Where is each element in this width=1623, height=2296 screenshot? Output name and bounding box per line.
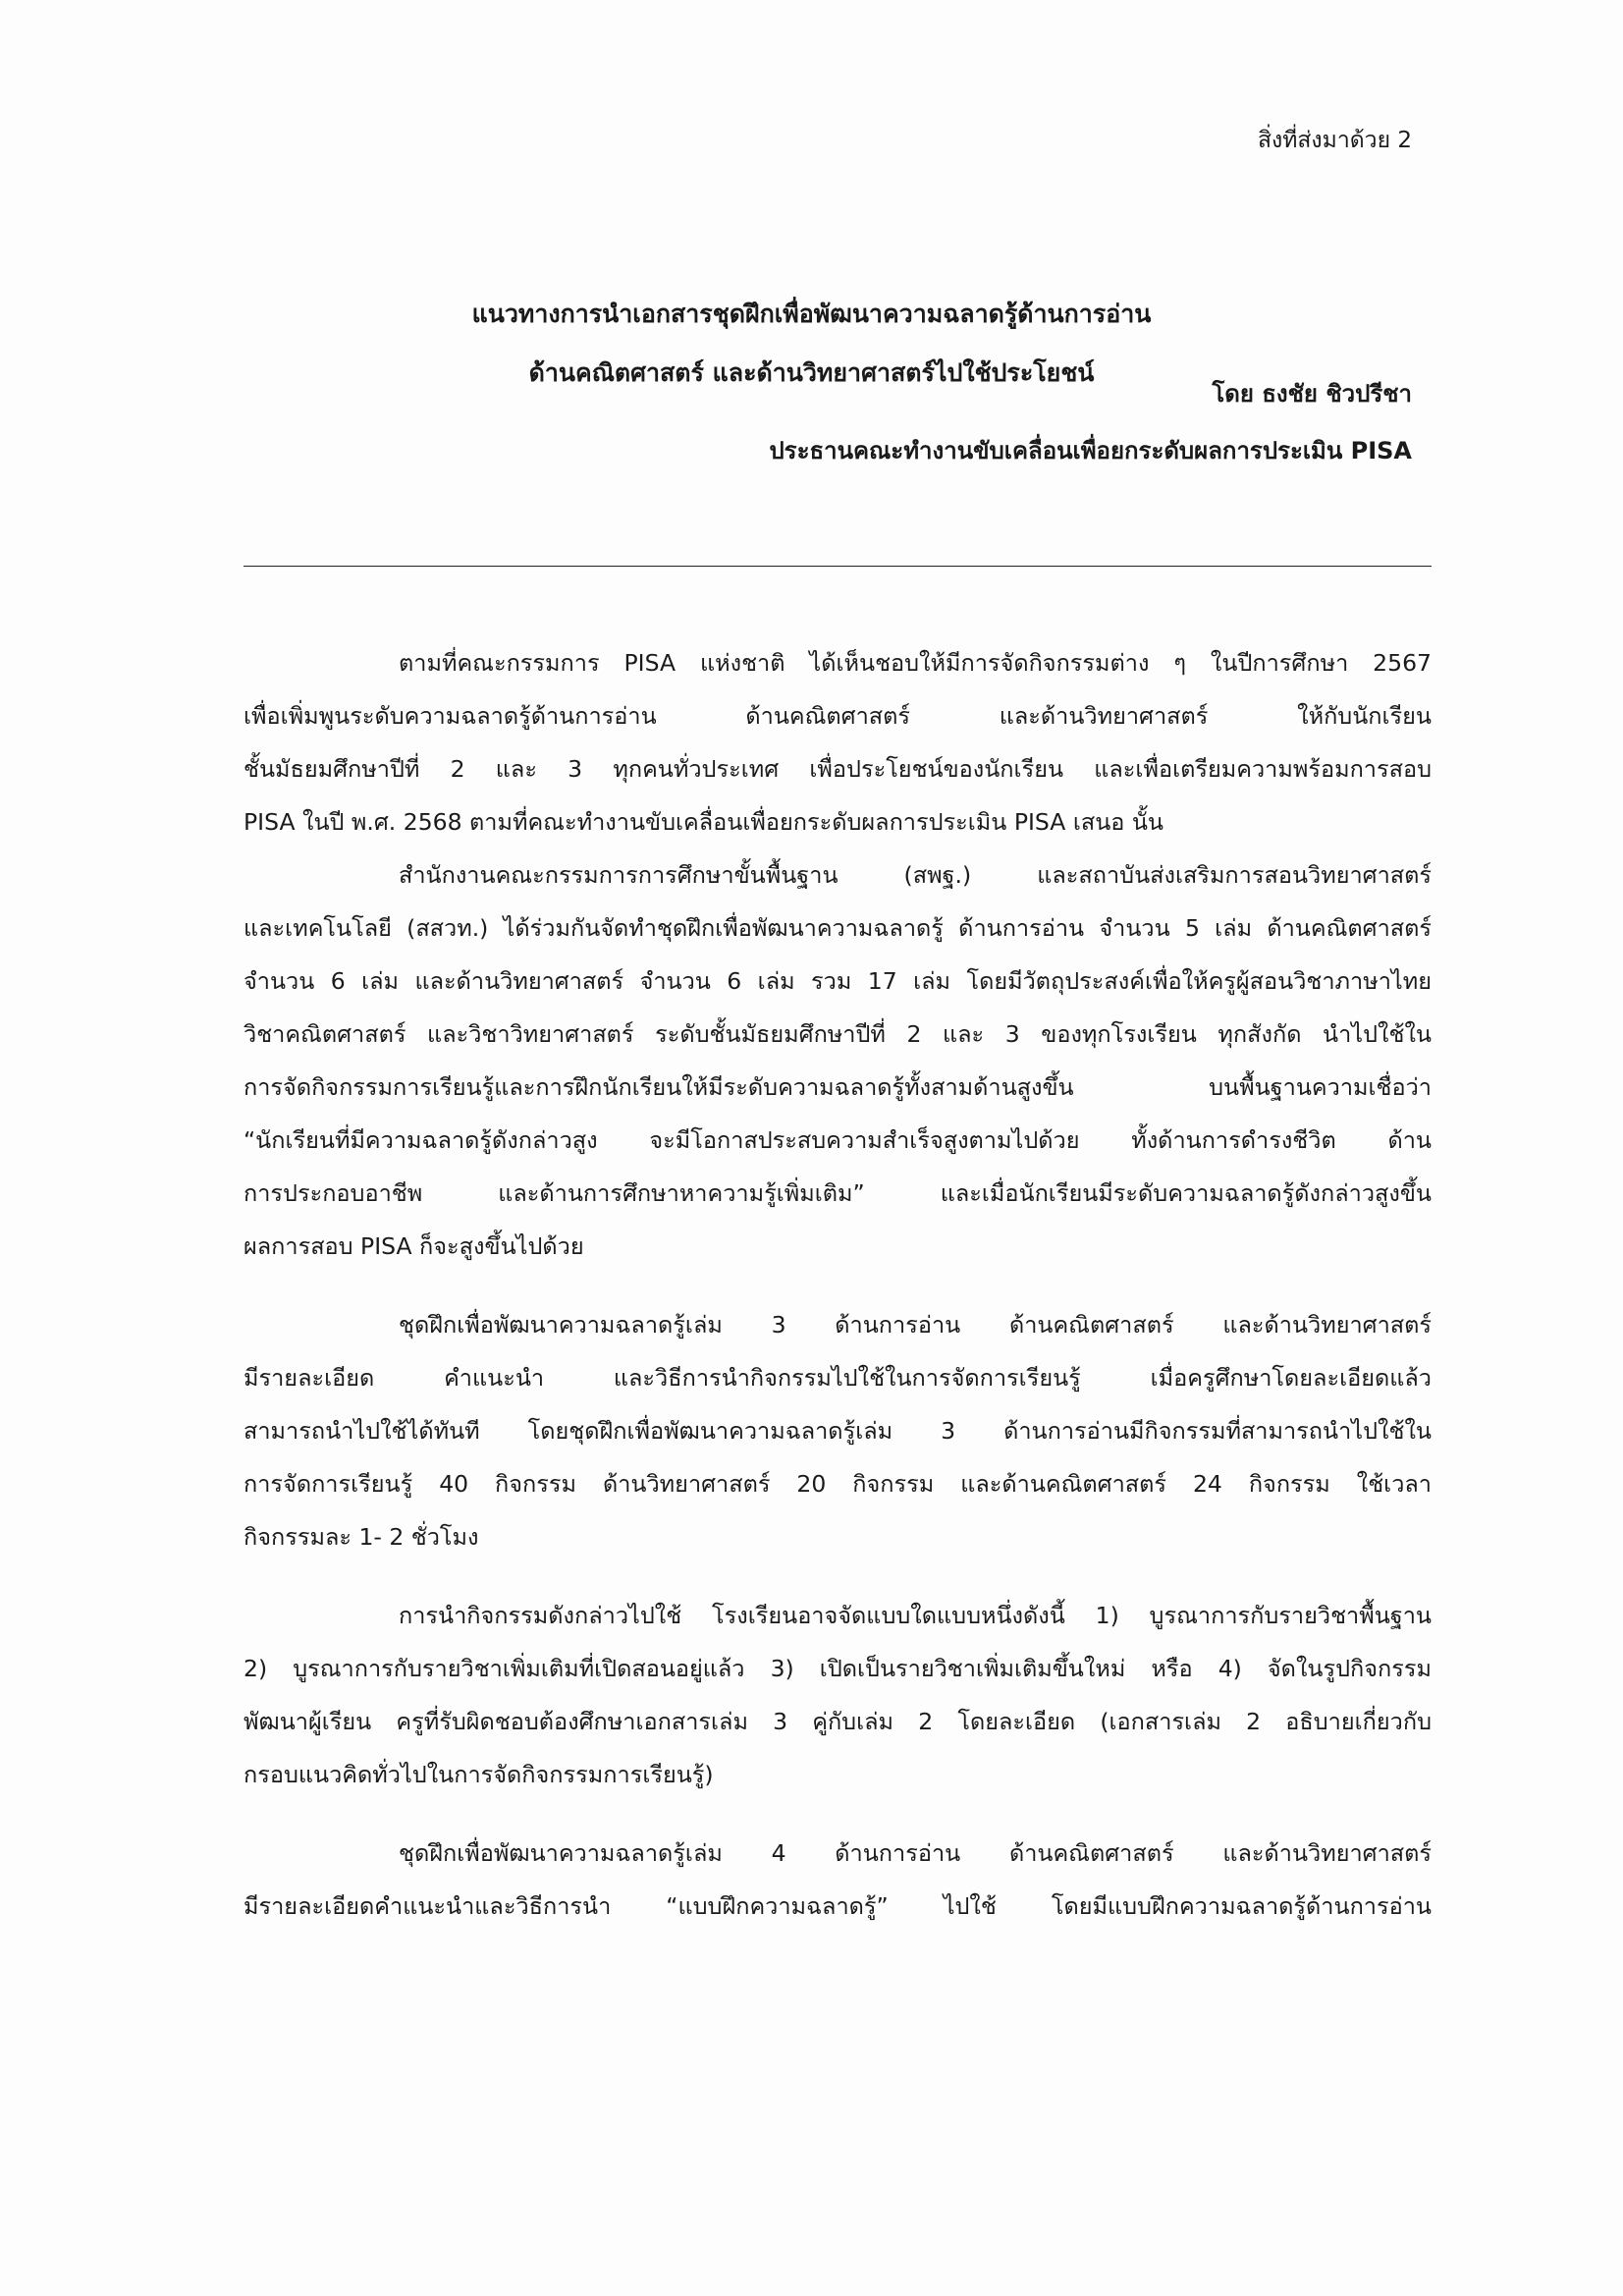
paragraph-line: วิชาคณิตศาสตร์ และวิชาวิทยาศาสตร์ ระดับชั้นมัธยมศึกษาปีที่ 2 และ 3 ของทุกโรงเรียน ทุกสังกัด นำไปใช้ใน: [243, 1020, 1432, 1048]
paragraph-line: สำนักงานคณะกรรมการการศึกษาขั้นพื้นฐาน (สพฐ.) และสถาบันส่งเสริมการสอนวิทยาศาสตร์: [399, 861, 1432, 889]
divider-line: [243, 566, 1432, 567]
paragraph-line: กิจกรรมละ 1- 2 ชั่วโมง: [243, 1523, 479, 1551]
document-body: [243, 636, 1432, 1933]
paragraph-2: [243, 848, 1432, 1273]
author-name: โดย ธงชัย ชิวปรีชา: [1212, 380, 1412, 408]
paragraph-line: สามารถนำไปใช้ได้ทันที โดยชุดฝึกเพื่อพัฒนาความฉลาดรู้เล่ม 3 ด้านการอ่านมีกิจกรรมที่สามารถนำไปใช้ใน: [243, 1417, 1432, 1445]
paragraph-line: การจัดการเรียนรู้ 40 กิจกรรม ด้านวิทยาศาสตร์ 20 กิจกรรม และด้านคณิตศาสตร์ 24 กิจกรรม ใช้เวลา: [243, 1470, 1432, 1498]
paragraph-gap: [243, 1801, 1432, 1827]
attachment-label: สิ่งที่ส่งมาด้วย 2: [1257, 128, 1412, 153]
author-block: [769, 365, 1412, 479]
paragraph-line: การนำกิจกรรมดังกล่าวไปใช้ โรงเรียนอาจจัดแบบใดแบบหนึ่งดังนี้ 1) บูรณาการกับรายวิชาพื้นฐาน: [399, 1602, 1432, 1629]
author-position: ประธานคณะทำงานขับเคลื่อนเพื่อยกระดับผลการประเมิน PISA: [769, 437, 1412, 465]
paragraph-3: [243, 1298, 1432, 1563]
paragraph-line: ผลการสอบ PISA ก็จะสูงขึ้นไปด้วย: [243, 1232, 584, 1260]
paragraph-gap: [243, 1563, 1432, 1589]
paragraph-line: กรอบแนวคิดทั่วไปในการจัดกิจกรรมการเรียนรู้): [243, 1761, 714, 1788]
paragraph-line: มีรายละเอียด คำแนะนำ และวิธีการนำกิจกรรมไปใช้ในการจัดการเรียนรู้ เมื่อครูศึกษาโดยละเอียดแล้ว: [243, 1364, 1432, 1392]
title-line-2: ด้านคณิตศาสตร์ และด้านวิทยาศาสตร์ไปใช้ประโยชน์: [528, 358, 1095, 387]
paragraph-line: PISA ในปี พ.ศ. 2568 ตามที่คณะทำงานขับเคลื่อนเพื่อยกระดับผลการประเมิน PISA เสนอ นั้น: [243, 808, 1163, 836]
paragraph-5: [243, 1827, 1432, 1933]
paragraph-line: และเทคโนโลยี (สสวท.) ได้ร่วมกันจัดทำชุดฝึกเพื่อพัฒนาความฉลาดรู้ ด้านการอ่าน จำนวน 5 เล่ม ด้านคณิตศาสตร์: [243, 914, 1432, 942]
paragraph-4: [243, 1589, 1432, 1801]
paragraph-1: [243, 636, 1432, 848]
paragraph-line: ตามที่คณะกรรมการ PISA แห่งชาติ ได้เห็นชอบให้มีการจัดกิจกรรมต่าง ๆ ในปีการศึกษา 2567: [399, 649, 1432, 677]
paragraph-line: การจัดกิจกรรมการเรียนรู้และการฝึกนักเรียนให้มีระดับความฉลาดรู้ทั้งสามด้านสูงขึ้น บนพื้นฐานความเชื่อว่า: [243, 1073, 1432, 1101]
paragraph-line: ชุดฝึกเพื่อพัฒนาความฉลาดรู้เล่ม 3 ด้านการอ่าน ด้านคณิตศาสตร์ และด้านวิทยาศาสตร์: [399, 1311, 1432, 1339]
paragraph-line: “นักเรียนที่มีความฉลาดรู้ดังกล่าวสูง จะมีโอกาสประสบความสำเร็จสูงตามไปด้วย ทั้งด้านการดำรงชีวิต ด้าน: [243, 1126, 1432, 1154]
title-line-1: แนวทางการนำเอกสารชุดฝึกเพื่อพัฒนาความฉลาดรู้ด้านการอ่าน: [471, 300, 1152, 328]
paragraph-line: พัฒนาผู้เรียน ครูที่รับผิดชอบต้องศึกษาเอกสารเล่ม 3 คู่กับเล่ม 2 โดยละเอียด (เอกสารเล่ม 2 อธิบายเกี่ยวกับ: [243, 1708, 1432, 1735]
paragraph-line: การประกอบอาชีพ และด้านการศึกษาหาความรู้เพิ่มเติม” และเมื่อนักเรียนมีระดับความฉลาดรู้ดังกล่าวสูงขึ้น: [243, 1179, 1432, 1207]
paragraph-line: เพื่อเพิ่มพูนระดับความฉลาดรู้ด้านการอ่าน ด้านคณิตศาสตร์ และด้านวิทยาศาสตร์ ให้กับนักเรียน: [243, 702, 1432, 730]
paragraph-line: จำนวน 6 เล่ม และด้านวิทยาศาสตร์ จำนวน 6 เล่ม รวม 17 เล่ม โดยมีวัตถุประสงค์เพื่อให้ครูผู้สอนวิชาภาษาไทย: [243, 967, 1432, 995]
paragraph-line: 2) บูรณาการกับรายวิชาเพิ่มเติมที่เปิดสอนอยู่แล้ว 3) เปิดเป็นรายวิชาเพิ่มเติมขึ้นใหม่ หรือ 4) จัดในรูปกิจกรรม: [243, 1655, 1432, 1682]
paragraph-line: ชุดฝึกเพื่อพัฒนาความฉลาดรู้เล่ม 4 ด้านการอ่าน ด้านคณิตศาสตร์ และด้านวิทยาศาสตร์: [399, 1839, 1432, 1867]
paragraph-line: มีรายละเอียดคำแนะนำและวิธีการนำ “แบบฝึกความฉลาดรู้” ไปใช้ โดยมีแบบฝึกความฉลาดรู้ด้านการอ่าน: [243, 1892, 1432, 1920]
paragraph-line: ชั้นมัธยมศึกษาปีที่ 2 และ 3 ทุกคนทั่วประเทศ เพื่อประโยชน์ของนักเรียน และเพื่อเตรียมความพร้อมการสอบ: [243, 755, 1432, 783]
paragraph-gap: [243, 1273, 1432, 1298]
